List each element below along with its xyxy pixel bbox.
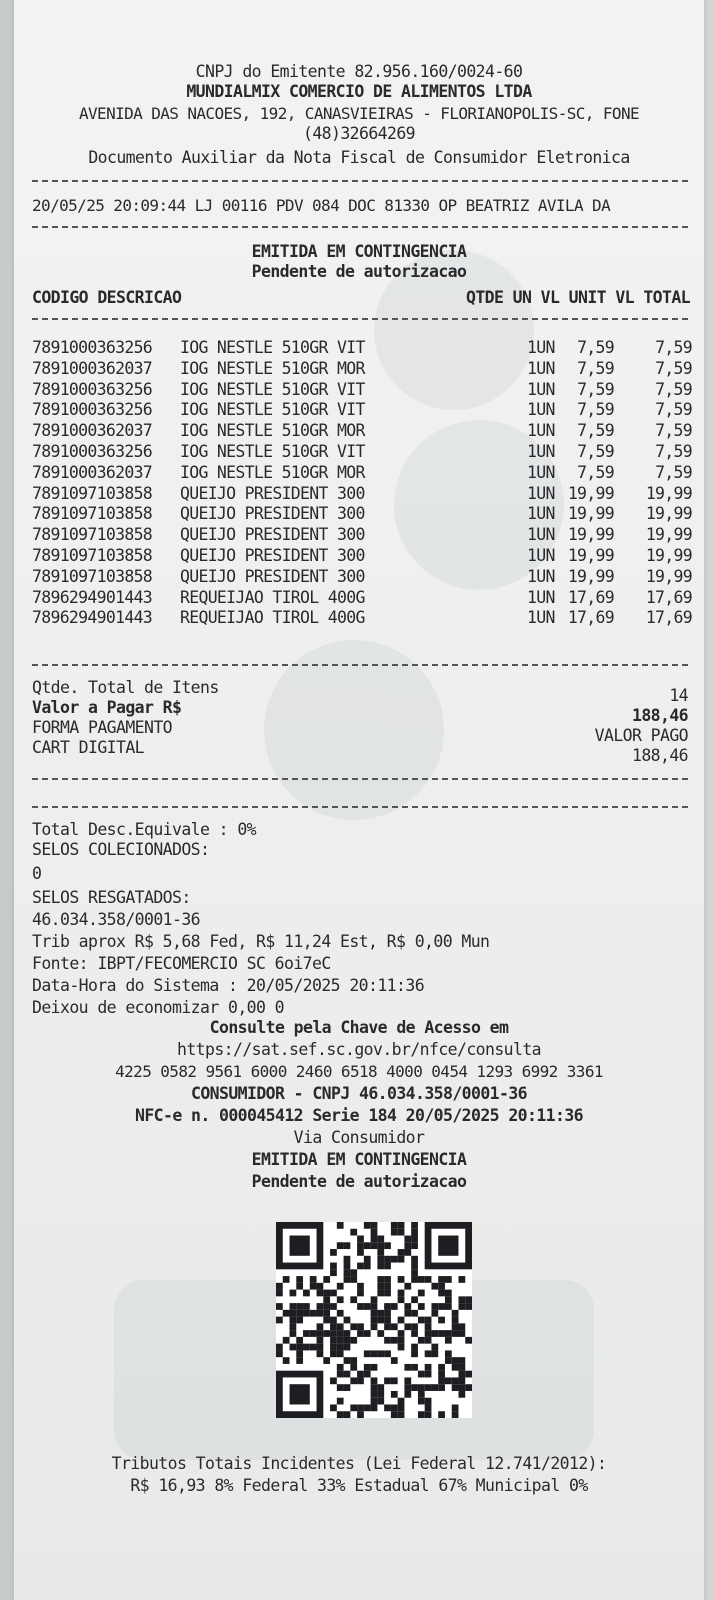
item-quantity: 1UN <box>527 400 555 420</box>
redeemed-stamps-label: SELOS RESGATADOS: <box>32 888 191 907</box>
item-description: QUEIJO PRESIDENT 300 <box>180 525 365 545</box>
item-row <box>32 484 692 505</box>
item-code: 7891000363256 <box>32 441 153 461</box>
item-unit-price: 17,69 <box>567 608 614 628</box>
divider <box>32 664 688 666</box>
nfce-line: NFC-e n. 000045412 Serie 184 20/05/2025 20:11:36 <box>134 1106 584 1125</box>
contingency-title: EMITIDA EM CONTINGENCIA <box>251 242 467 261</box>
item-row <box>32 400 692 421</box>
item-total: 17,69 <box>645 608 692 628</box>
item-description: QUEIJO PRESIDENT 300 <box>180 545 365 565</box>
collected-stamps-value: 0 <box>32 864 42 883</box>
divider <box>32 806 688 808</box>
item-quantity: 1UN <box>527 545 555 565</box>
item-code: 7896294901443 <box>32 587 153 607</box>
item-description: IOG NESTLE 510GR VIT <box>180 400 365 420</box>
item-row <box>32 546 692 567</box>
item-description: QUEIJO PRESIDENT 300 <box>180 566 365 586</box>
item-description: QUEIJO PRESIDENT 300 <box>180 504 365 524</box>
item-unit-price: 17,69 <box>567 587 614 607</box>
divider <box>32 778 688 780</box>
item-quantity: 1UN <box>527 441 555 461</box>
item-unit-price: 19,99 <box>567 504 614 524</box>
item-row <box>32 608 692 629</box>
item-code: 7891000362037 <box>32 462 153 482</box>
item-quantity: 1UN <box>527 462 555 482</box>
item-total: 7,59 <box>655 338 692 357</box>
tax-source-line: Fonte: IBPT/FECOMERCIO SC 6oi7eC <box>32 954 331 973</box>
item-row <box>32 442 692 463</box>
discount-line: Total Desc.Equivale : 0% <box>32 820 257 839</box>
item-quantity: 1UN <box>527 566 555 586</box>
item-unit-price: 19,99 <box>567 483 614 503</box>
item-total: 19,99 <box>645 525 692 545</box>
item-row <box>32 380 692 401</box>
consult-label: Consulte pela Chave de Acesso em <box>209 1018 509 1037</box>
item-code: 7891097103858 <box>32 545 153 565</box>
item-total: 19,99 <box>645 504 692 524</box>
divider <box>32 180 688 182</box>
item-total: 17,69 <box>645 587 692 607</box>
item-unit-price: 7,59 <box>577 358 614 378</box>
item-row <box>32 463 692 484</box>
item-unit-price: 7,59 <box>577 379 614 399</box>
item-list <box>32 338 692 629</box>
item-row <box>32 359 692 380</box>
show-through-shape <box>264 640 444 820</box>
item-code: 7891097103858 <box>32 504 153 524</box>
payment-method: CART DIGITAL <box>32 738 145 757</box>
item-quantity: 1UN <box>527 338 555 357</box>
item-unit-price: 7,59 <box>577 441 614 461</box>
payment-method-label: FORMA PAGAMENTO <box>32 718 173 737</box>
amount-due-label: Valor a Pagar R$ <box>32 698 182 717</box>
item-code: 7891097103858 <box>32 566 153 586</box>
item-description: IOG NESTLE 510GR MOR <box>180 462 365 482</box>
contingency-subtitle-footer: Pendente de autorizacao <box>251 1172 467 1191</box>
item-row <box>32 567 692 588</box>
document-title: Documento Auxiliar da Nota Fiscal de Consumidor Eletronica <box>88 148 630 167</box>
item-code: 7891000363256 <box>32 379 153 399</box>
item-quantity: 1UN <box>527 379 555 399</box>
tax-approx-line: Trib aprox R$ 5,68 Fed, R$ 11,24 Est, R$ 0,00 Mun <box>32 932 490 951</box>
item-description: REQUEIJAO TIROL 400G <box>180 608 365 628</box>
company-name: MUNDIALMIX COMERCIO DE ALIMENTOS LTDA <box>186 82 532 101</box>
transaction-line: 20/05/25 20:09:44 LJ 00116 PDV 084 DOC 81330 OP BEATRIZ AVILA DA <box>32 196 611 215</box>
qr-code-icon[interactable] <box>276 1222 472 1418</box>
item-total: 7,59 <box>655 358 692 378</box>
item-quantity: 1UN <box>527 525 555 545</box>
item-total: 7,59 <box>655 400 692 420</box>
item-total: 7,59 <box>655 421 692 441</box>
tax-breakdown-line: R$ 16,93 8% Federal 33% Estadual 67% Municipal 0% <box>130 1476 588 1495</box>
item-quantity: 1UN <box>527 608 555 628</box>
contingency-subtitle: Pendente de autorizacao <box>251 262 467 281</box>
item-row <box>32 525 692 546</box>
item-description: IOG NESTLE 510GR VIT <box>180 338 365 357</box>
item-description: QUEIJO PRESIDENT 300 <box>180 483 365 503</box>
amount-paid-value: 188,46 <box>631 746 688 765</box>
item-description: IOG NESTLE 510GR VIT <box>180 379 365 399</box>
item-unit-price: 7,59 <box>577 400 614 420</box>
access-key: 4225 0582 9561 6000 2460 6518 4000 0454 1293 6992 3361 <box>115 1062 603 1081</box>
item-row <box>32 588 692 609</box>
issuer-cnpj: CNPJ do Emitente 82.956.160/0024-60 <box>195 62 523 81</box>
receipt-paper <box>14 0 704 1600</box>
item-quantity: 1UN <box>527 358 555 378</box>
item-unit-price: 19,99 <box>567 525 614 545</box>
consumer-copy-line: Via Consumidor <box>293 1128 425 1147</box>
savings-line: Deixou de economizar 0,00 0 <box>32 998 285 1017</box>
item-quantity: 1UN <box>527 421 555 441</box>
item-code: 7891000363256 <box>32 338 153 357</box>
collected-stamps-label: SELOS COLECIONADOS: <box>32 840 210 859</box>
item-total: 19,99 <box>645 545 692 565</box>
item-row <box>32 421 692 442</box>
item-row <box>32 504 692 525</box>
item-description: IOG NESTLE 510GR MOR <box>180 358 365 378</box>
total-items-value: 14 <box>669 686 688 705</box>
column-header-right: QTDE UN VL UNIT VL TOTAL <box>465 288 690 307</box>
address-line: AVENIDA DAS NACOES, 192, CANASVIEIRAS - FLORIANOPOLIS-SC, FONE <box>78 104 640 123</box>
item-description: IOG NESTLE 510GR VIT <box>180 441 365 461</box>
system-datetime: Data-Hora do Sistema : 20/05/2025 20:11:36 <box>32 976 425 995</box>
item-code: 7891000362037 <box>32 358 153 378</box>
item-quantity: 1UN <box>527 587 555 607</box>
item-quantity: 1UN <box>527 504 555 524</box>
item-description: IOG NESTLE 510GR MOR <box>180 421 365 441</box>
item-row <box>32 338 692 359</box>
consumer-line: CONSUMIDOR - CNPJ 46.034.358/0001-36 <box>190 1084 528 1103</box>
contingency-title-footer: EMITIDA EM CONTINGENCIA <box>251 1150 467 1169</box>
item-unit-price: 7,59 <box>577 421 614 441</box>
item-total: 7,59 <box>655 379 692 399</box>
item-code: 7891097103858 <box>32 525 153 545</box>
phone-line: (48)32664269 <box>302 124 415 143</box>
item-code: 7891097103858 <box>32 483 153 503</box>
item-code: 7896294901443 <box>32 608 153 628</box>
item-total: 19,99 <box>645 483 692 503</box>
consult-url[interactable]: https://sat.sef.sc.gov.br/nfce/consulta <box>176 1040 542 1059</box>
item-total: 7,59 <box>655 462 692 482</box>
item-total: 19,99 <box>645 566 692 586</box>
total-taxes-line: Tributos Totais Incidentes (Lei Federal 12.741/2012): <box>111 1454 607 1473</box>
column-header-left: CODIGO DESCRICAO <box>32 288 182 307</box>
divider <box>32 318 688 320</box>
item-description: REQUEIJAO TIROL 400G <box>180 587 365 607</box>
item-unit-price: 7,59 <box>577 338 614 357</box>
item-total: 7,59 <box>655 441 692 461</box>
item-code: 7891000362037 <box>32 421 153 441</box>
item-unit-price: 19,99 <box>567 545 614 565</box>
amount-paid-label: VALOR PAGO <box>594 726 688 745</box>
redeemed-stamps-value: 46.034.358/0001-36 <box>32 910 201 929</box>
divider <box>32 226 688 228</box>
item-unit-price: 7,59 <box>577 462 614 482</box>
item-quantity: 1UN <box>527 483 555 503</box>
item-unit-price: 19,99 <box>567 566 614 586</box>
total-items-label: Qtde. Total de Itens <box>32 678 219 697</box>
item-code: 7891000363256 <box>32 400 153 420</box>
amount-due-value: 188,46 <box>631 706 688 725</box>
